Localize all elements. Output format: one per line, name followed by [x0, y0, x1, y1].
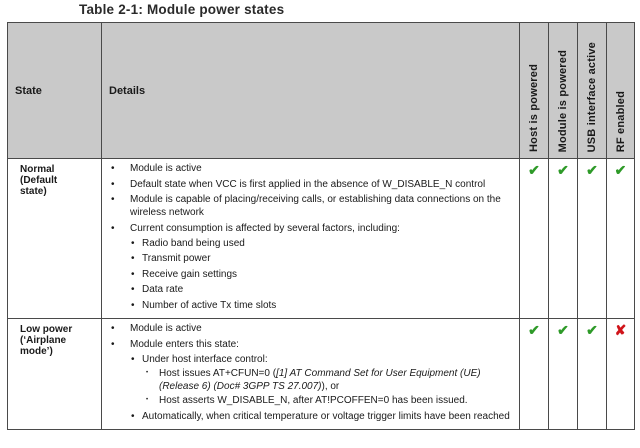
details-normal	[102, 159, 520, 319]
state-normal: Normal (Default state)	[8, 159, 102, 319]
header-rf-enabled-label: RF enabled	[614, 90, 627, 152]
list-item-text: Module enters this state:	[130, 338, 239, 350]
check-icon: ✔	[520, 319, 549, 430]
header-details: Details	[102, 23, 520, 159]
sub-list-item: • Automatically, when critical temperature or voltage trigger limits have been reached	[130, 410, 513, 423]
details-low-power	[102, 319, 520, 430]
check-icon: ✔	[578, 159, 607, 319]
check-icon: ✔	[549, 319, 578, 430]
power-states-table	[7, 22, 635, 430]
list-item	[106, 222, 513, 312]
sub-list-item	[130, 353, 513, 408]
table-row-low-power	[8, 319, 635, 430]
check-icon: ✔	[520, 159, 549, 319]
list-item: • Module is active	[106, 162, 513, 175]
details-list	[106, 322, 513, 423]
list-item: • Module is capable of placing/receiving calls, or establishing data connections on the wireless network	[106, 193, 513, 219]
header-host-powered-label: Host is powered	[528, 64, 540, 152]
list-item: • Module is active	[106, 322, 513, 335]
cross-icon: ✘	[607, 319, 635, 430]
table-row-normal	[8, 159, 635, 319]
header-module-powered-label: Module is powered	[557, 49, 569, 152]
state-low-power: Low power (‘Airplane mode’)	[8, 319, 102, 430]
header-rf-enabled	[607, 23, 635, 159]
header-row	[8, 23, 635, 159]
citation-reference: [1] AT Command Set for User Equipment (UE) (Release 6) (Doc# 3GPP TS 27.007)	[159, 367, 481, 392]
sub-sub-list-item: • Host asserts W_DISABLE_N, after AT!PCOFFEN=0 has been issued.	[142, 394, 513, 407]
header-usb-active-label: USB interface active	[586, 41, 598, 152]
check-icon: ✔	[578, 319, 607, 430]
sub-list-item: • Receive gain settings	[130, 268, 513, 281]
sub-list-item: • Data rate	[130, 283, 513, 296]
sub-list-item: • Number of active Tx time slots	[130, 299, 513, 312]
header-host-powered	[520, 23, 549, 159]
list-item-text: Current consumption is affected by several factors, including:	[130, 222, 400, 234]
list-item: • Default state when VCC is first applied in the absence of W_DISABLE_N control	[106, 178, 513, 191]
cmd-text-end: ), or	[321, 380, 340, 392]
check-icon: ✔	[549, 159, 578, 319]
header-usb-active	[578, 23, 607, 159]
header-state: State	[8, 23, 102, 159]
sub-list-item: • Radio band being used	[130, 237, 513, 250]
list-item	[106, 338, 513, 423]
sub-list-item: • Transmit power	[130, 252, 513, 265]
sub-sub-list-item	[142, 367, 513, 393]
sub-list	[130, 237, 513, 312]
details-list	[106, 162, 513, 312]
table-caption: Table 2-1: Module power states	[79, 2, 285, 17]
sub-sub-list	[142, 367, 513, 408]
check-icon: ✔	[607, 159, 635, 319]
sub-list-item-text: Under host interface control:	[142, 353, 268, 365]
cmd-text: Host issues AT+CFUN=0 (	[159, 367, 277, 379]
sub-list	[130, 353, 513, 423]
header-module-powered	[549, 23, 578, 159]
